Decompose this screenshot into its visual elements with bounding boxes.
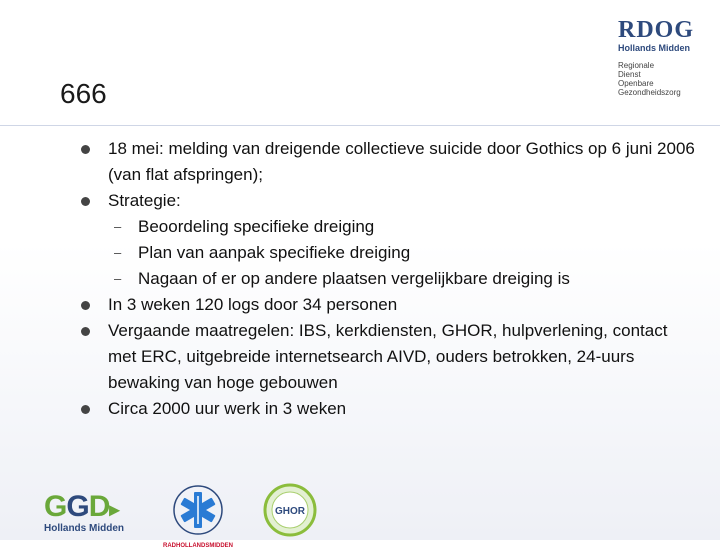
rdog-logo-subtitle: Hollands Midden	[618, 43, 690, 53]
rdog-line: Regionale	[618, 61, 655, 70]
bullet-text: In 3 weken 120 logs door 34 personen	[108, 295, 398, 314]
bullet-dot-icon	[81, 145, 90, 154]
dash-icon: –	[114, 271, 122, 286]
bullet-dot-icon	[81, 327, 90, 336]
bullet-dot-icon	[81, 405, 90, 414]
title-divider	[0, 125, 720, 126]
bullet-item	[78, 188, 698, 214]
sub-bullet-item	[78, 214, 698, 240]
bullet-text: Circa 2000 uur werk in 3 weken	[108, 399, 347, 418]
sub-bullet-text: Beoordeling specifieke dreiging	[138, 217, 375, 236]
rad-logo-subtitle: RADHOLLANDSMIDDEN	[163, 543, 233, 549]
ghor-logo	[262, 482, 322, 543]
rdog-line: Gezondheidszorg	[618, 88, 681, 97]
rdog-logo-lines	[618, 61, 710, 97]
ggd-logo-mark: GGD▸	[44, 490, 119, 523]
rdog-logo-mark: RDOG	[618, 17, 694, 43]
star-of-life-icon	[172, 484, 224, 536]
bullet-item	[78, 136, 698, 188]
sub-bullet-item	[78, 266, 698, 292]
dash-icon: –	[114, 245, 122, 260]
rdog-logo	[618, 18, 710, 97]
ghor-logo-mark: GHOR	[275, 506, 305, 517]
rdog-line: Dienst	[618, 70, 641, 79]
rdog-line: Openbare	[618, 79, 654, 88]
ghor-emblem-icon	[262, 482, 322, 538]
sub-bullet-item	[78, 240, 698, 266]
bullet-dot-icon	[81, 301, 90, 310]
slide-title: 666	[60, 78, 107, 109]
ggd-logo	[44, 492, 124, 534]
bullet-text: 18 mei: melding van dreigende collectieve suicide door Gothics op 6 juni 2006 (van flat afspringen);	[108, 139, 695, 184]
bullet-text: Strategie:	[108, 191, 181, 210]
bullet-dot-icon	[81, 197, 90, 206]
dash-icon: –	[114, 219, 122, 234]
bullet-item	[78, 396, 698, 422]
bullet-item	[78, 318, 698, 396]
sub-bullet-text: Plan van aanpak specifieke dreiging	[138, 243, 411, 262]
sub-bullet-text: Nagaan of er op andere plaatsen vergelijkbare dreiging is	[138, 269, 570, 288]
bullet-list	[78, 136, 698, 422]
bullet-item	[78, 292, 698, 318]
bullet-text: Vergaande maatregelen: IBS, kerkdiensten, GHOR, hulpverlening, contact met ERC, uitgebreide internetsearch AIVD, ouders betrokken, 24-uurs bewaking van hoge gebouwen	[108, 321, 668, 392]
ggd-logo-subtitle: Hollands Midden	[44, 523, 124, 534]
footer-logos	[0, 470, 720, 549]
rad-logo	[158, 484, 238, 549]
